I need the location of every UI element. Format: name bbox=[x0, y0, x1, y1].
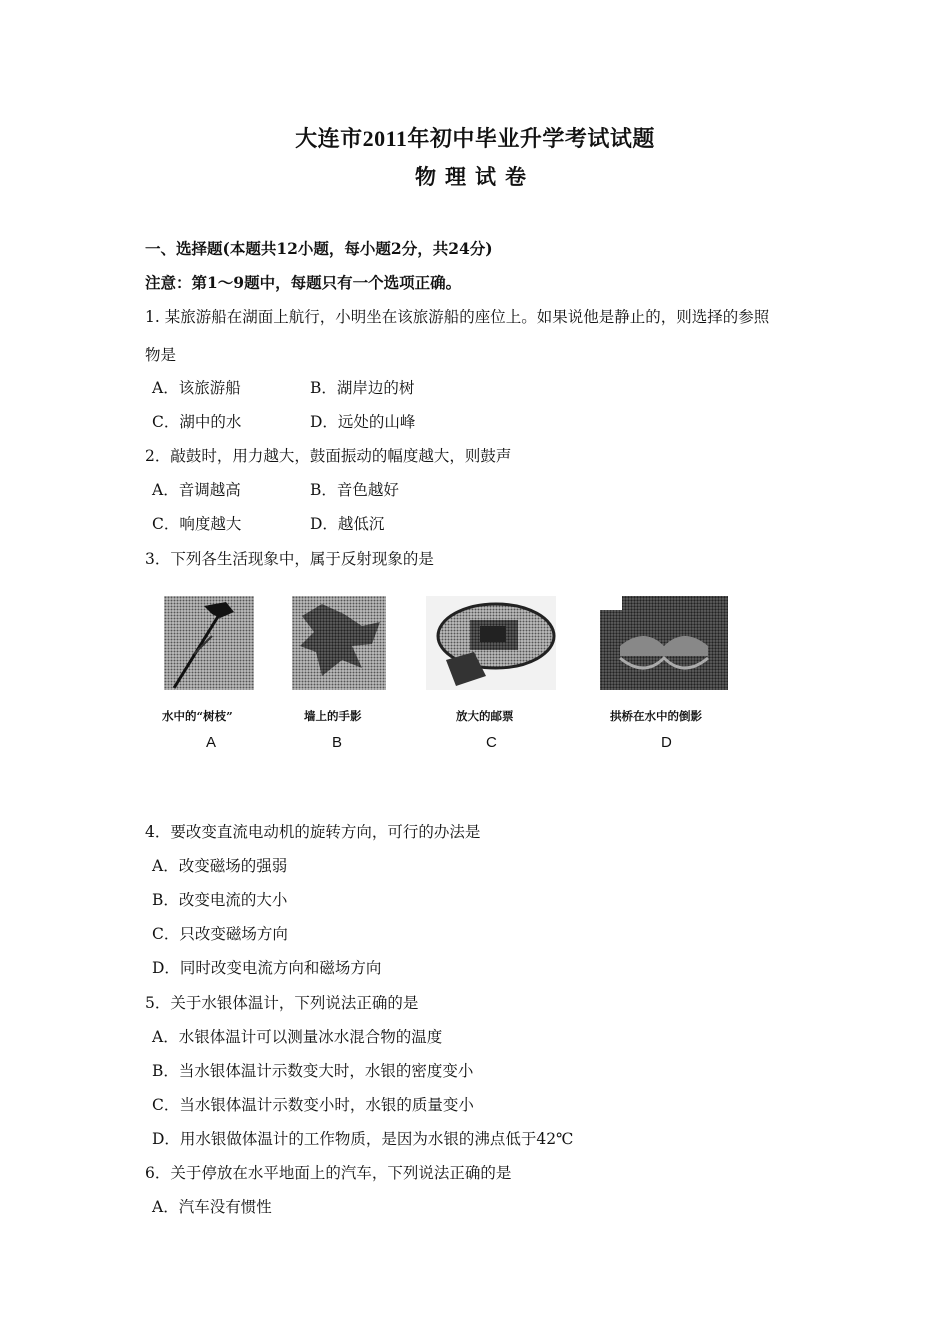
section-note: 注意：第1～9题中，每题只有一个选项正确。 bbox=[145, 273, 462, 292]
question-5-option-c: C．当水银体温计示数变小时，水银的质量变小 bbox=[152, 1096, 474, 1114]
question-2-option-a: A．音调越高 bbox=[152, 481, 241, 499]
question-4-option-d: D．同时改变电流方向和磁场方向 bbox=[152, 959, 382, 977]
figure-a-caption: 水中的“树枝” bbox=[162, 709, 233, 723]
figure-d-caption: 拱桥在水中的倒影 bbox=[610, 709, 702, 723]
figure-b-image bbox=[292, 596, 386, 690]
question-5-option-b: B．当水银体温计示数变大时，水银的密度变小 bbox=[152, 1062, 474, 1080]
question-5-stem: 5．关于水银体温计，下列说法正确的是 bbox=[145, 994, 419, 1012]
figure-c-letter: C bbox=[486, 734, 497, 751]
question-1-stem-cont: 物是 bbox=[145, 346, 177, 364]
page-title: 大连市2011年初中毕业升学考试试题 bbox=[295, 126, 655, 151]
question-4-option-a: A．改变磁场的强弱 bbox=[152, 857, 288, 875]
question-1-stem: 1. 某旅游船在湖面上航行，小明坐在该旅游船的座位上。如果说他是静止的，则选择的参照 bbox=[145, 308, 770, 326]
question-3-figure bbox=[160, 590, 740, 760]
question-2-option-b: B．音色越好 bbox=[310, 481, 399, 499]
figure-d-letter: D bbox=[661, 734, 672, 751]
section-heading: 一、选择题(本题共12小题，每小题2分，共24分) bbox=[145, 239, 493, 258]
question-4-option-b: B．改变电流的大小 bbox=[152, 891, 288, 909]
figure-a-letter: A bbox=[206, 734, 217, 751]
question-2-option-d: D．越低沉 bbox=[310, 515, 385, 533]
figure-a-image bbox=[164, 596, 254, 690]
question-4-stem: 4．要改变直流电动机的旋转方向，可行的办法是 bbox=[145, 823, 481, 841]
figure-d-image bbox=[600, 596, 728, 690]
question-3-stem: 3．下列各生活现象中，属于反射现象的是 bbox=[145, 550, 434, 568]
question-2-stem: 2．敲鼓时，用力越大，鼓面振动的幅度越大，则鼓声 bbox=[145, 447, 512, 465]
question-6-stem: 6．关于停放在水平地面上的汽车，下列说法正确的是 bbox=[145, 1164, 512, 1182]
question-1-option-d: D．远处的山峰 bbox=[310, 413, 416, 431]
question-1-option-c: C．湖中的水 bbox=[152, 413, 242, 431]
question-2-option-c: C．响度越大 bbox=[152, 515, 242, 533]
question-5-option-a: A．水银体温计可以测量冰水混合物的温度 bbox=[152, 1028, 443, 1046]
figure-c-caption: 放大的邮票 bbox=[456, 709, 514, 723]
question-1-option-b: B．湖岸边的树 bbox=[310, 379, 415, 397]
question-4-option-c: C．只改变磁场方向 bbox=[152, 925, 288, 943]
question-6-option-a: A．汽车没有惯性 bbox=[152, 1198, 272, 1216]
figure-b-letter: B bbox=[332, 734, 343, 751]
question-1-option-a: A．该旅游船 bbox=[152, 379, 241, 397]
question-5-option-d: D．用水银做体温计的工作物质，是因为水银的沸点低于42℃ bbox=[152, 1130, 574, 1148]
figure-b-caption: 墙上的手影 bbox=[304, 709, 362, 723]
page-subtitle: 物理试卷 bbox=[415, 165, 535, 189]
figure-c-image bbox=[426, 596, 556, 690]
